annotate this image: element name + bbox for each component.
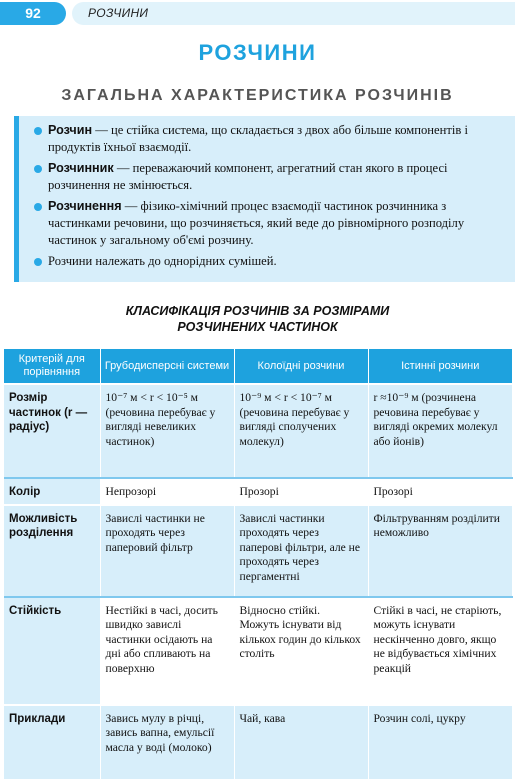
classification-title [0,303,515,335]
definition-item [34,160,501,194]
table-cell: Розчин солі, цукру [368,705,512,779]
table-cell: r ≈10⁻⁹ м (розчинена речовина перебуває у вигляді окремих молекул або йонів) [368,384,512,478]
column-header: Грубодисперсні системи [100,349,234,384]
row-criterion: Стійкість [4,597,100,705]
classification-table [4,349,513,779]
classification-title-line2: РОЗЧИНЕНИХ ЧАСТИНОК [177,320,338,334]
table-cell: Завислі частинки проходять через паперові фільтри, але не проходять через пергаментні [234,505,368,597]
table-row [4,597,512,705]
running-title: РОЗЧИНИ [72,2,515,25]
table-cell: 10⁻⁷ м < r < 10⁻⁵ м (речовина перебуває у вигляді невеликих частинок) [100,384,234,478]
section-subtitle: ЗАГАЛЬНА ХАРАКТЕРИСТИКА РОЗЧИНІВ [61,87,454,104]
table-cell: Відносно стійкі. Можуть існувати від кількох годин до кількох століть [234,597,368,705]
definitions-accent-bar [14,116,19,282]
column-header: Колоїдні розчини [234,349,368,384]
definition-text: Розчини належать до однорідних сумішей. [48,254,277,268]
definition-text: — фізико-хімічний процес взаємодії частинок розчинника з частинками речовини, що розчиняється, який веде до рівномірного розподілу частинок у загальному об'ємі розчину. [48,199,465,247]
table-row [4,384,512,478]
definition-term: Розчинник [48,161,114,175]
table-row [4,478,512,505]
definition-item [34,253,501,270]
definition-text: — це стійка система, що складається з двох або більше компонентів і продуктів їхньої взаємодії. [48,123,468,154]
classification-title-line1: КЛАСИФІКАЦІЯ РОЗЧИНІВ ЗА РОЗМІРАМИ [125,304,390,318]
definition-item [34,198,501,249]
table-cell: Чай, кава [234,705,368,779]
table-cell: Прозорі [234,478,368,505]
page-header [0,0,515,28]
row-criterion: Колір [4,478,100,505]
definition-item [34,122,501,156]
table-cell: Нестійкі в часі, досить швидко завислі частинки осідають на дні або спливають на поверхню [100,597,234,705]
definition-term: Розчин [48,123,93,137]
table-cell: Завислі частинки не проходять через паперовий фільтр [100,505,234,597]
definition-term: Розчинення [48,199,122,213]
column-header: Істинні розчини [368,349,512,384]
row-criterion: Розмір частинок (r — радіус) [4,384,100,478]
page-title: РОЗЧИНИ [198,40,317,65]
table-row [4,705,512,779]
table-cell: Завись мулу в річці, завись вапна, емульсії масла у воді (молоко) [100,705,234,779]
definition-text: — переважаючий компонент, агрегатний стан якого в процесі розчинення не змінюється. [48,161,448,192]
definitions-box [14,116,515,282]
table-cell: Стійкі в часі, не старіють, можуть існувати нескінченно довго, якщо не відбувається хімічних реакцій [368,597,512,705]
table-cell: Прозорі [368,478,512,505]
table-cell: Непрозорі [100,478,234,505]
table-cell: 10⁻⁹ м < r < 10⁻⁷ м (речовина перебуває у вигляді сполучених молекул) [234,384,368,478]
row-criterion: Можливість розділення [4,505,100,597]
table-row [4,505,512,597]
definitions-list [14,116,515,270]
table-cell: Фільтруванням розділити неможливо [368,505,512,597]
page-number: 92 [0,2,66,25]
column-header: Критерій для порівняння [4,349,100,384]
row-criterion: Приклади [4,705,100,779]
table-header-row [4,349,512,384]
